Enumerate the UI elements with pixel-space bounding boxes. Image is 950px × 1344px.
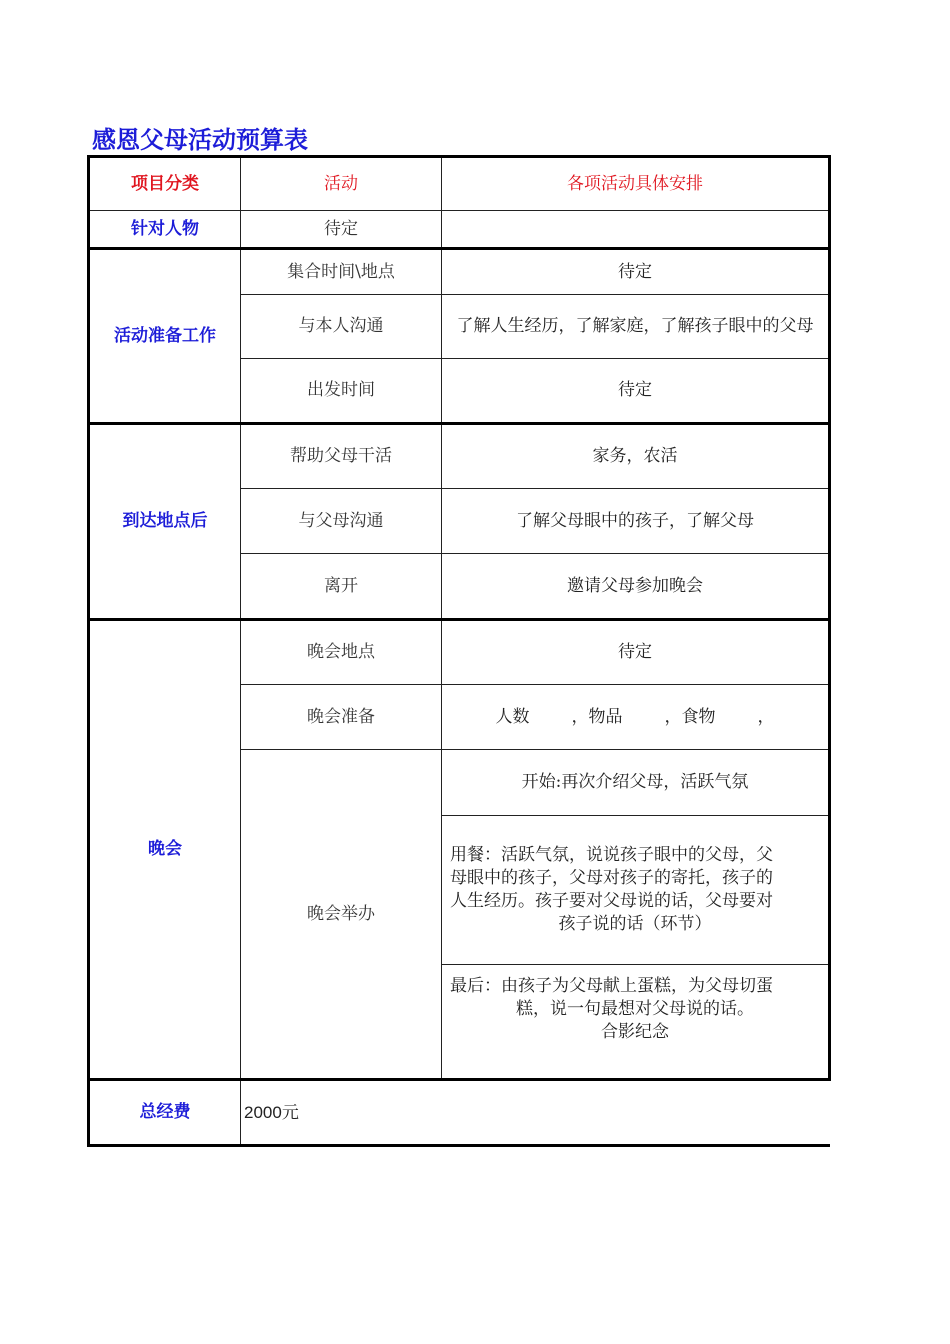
- dinner-line-2: 母眼中的孩子，父母对孩子的寄托，孩子的: [450, 868, 773, 888]
- header-arrangement: 各项活动具体安排: [442, 157, 830, 211]
- party-step-end: [442, 965, 830, 1080]
- party-hold-activity: 晚会举办: [241, 750, 442, 1080]
- budget-table: [87, 155, 831, 1147]
- prep-category: 活动准备工作: [89, 249, 241, 424]
- party-prep-item-food: ，食物: [664, 706, 716, 727]
- party-category: 晚会: [89, 620, 241, 1080]
- prep-activity-1: 集合时间\地点: [241, 249, 442, 295]
- table-row: [89, 249, 830, 295]
- arrival-arrangement-1: 家务，农活: [442, 424, 830, 489]
- party-venue-activity: 晚会地点: [241, 620, 442, 685]
- target-activity: 待定: [241, 211, 442, 249]
- arrival-category: 到达地点后: [89, 424, 241, 620]
- total-row: [89, 1080, 830, 1146]
- total-category: 总经费: [89, 1080, 241, 1146]
- arrival-activity-1: 帮助父母干活: [241, 424, 442, 489]
- header-category: 项目分类: [89, 157, 241, 211]
- prep-arrangement-1: 待定: [442, 249, 830, 295]
- dinner-line-3: 人生经历。孩子要对父母说的话，父母要对: [450, 891, 773, 911]
- prep-activity-3: 出发时间: [241, 359, 442, 424]
- dinner-line-1: 用餐：活跃气氛，说说孩子眼中的父母，父: [450, 845, 773, 865]
- total-value: 2000元: [241, 1080, 830, 1146]
- prep-arrangement-2: 了解人生经历，了解家庭，了解孩子眼中的父母: [442, 295, 830, 359]
- prep-arrangement-3: 待定: [442, 359, 830, 424]
- party-venue-arrangement: 待定: [442, 620, 830, 685]
- end-line-3: 合影纪念: [601, 1022, 669, 1042]
- end-line-2: 糕，说一句最想对父母说的话。: [516, 999, 754, 1019]
- end-line-1: 最后：由孩子为父母献上蛋糕，为父母切蛋: [450, 976, 773, 996]
- party-prep-arrangement: [442, 685, 830, 750]
- target-category: 针对人物: [89, 211, 241, 249]
- dinner-line-4: 孩子说的话（环节）: [558, 914, 712, 934]
- party-prep-item-tail: ，: [757, 706, 775, 727]
- arrival-arrangement-2: 了解父母眼中的孩子，了解父母: [442, 489, 830, 554]
- table-row: [89, 620, 830, 685]
- target-row: [89, 211, 830, 249]
- party-prep-item-people: 人数: [495, 706, 530, 727]
- page-title: 感恩父母活动预算表: [92, 125, 308, 154]
- party-step-dinner: [442, 816, 830, 965]
- table-row: [89, 424, 830, 489]
- party-prep-activity: 晚会准备: [241, 685, 442, 750]
- party-prep-item-goods: ，物品: [571, 706, 623, 727]
- prep-activity-2: 与本人沟通: [241, 295, 442, 359]
- arrival-activity-2: 与父母沟通: [241, 489, 442, 554]
- header-row: [89, 157, 830, 211]
- arrival-arrangement-3: 邀请父母参加晚会: [442, 554, 830, 620]
- header-activity: 活动: [241, 157, 442, 211]
- target-arrangement: [442, 211, 830, 249]
- party-step-start: 开始:再次介绍父母，活跃气氛: [442, 750, 830, 816]
- arrival-activity-3: 离开: [241, 554, 442, 620]
